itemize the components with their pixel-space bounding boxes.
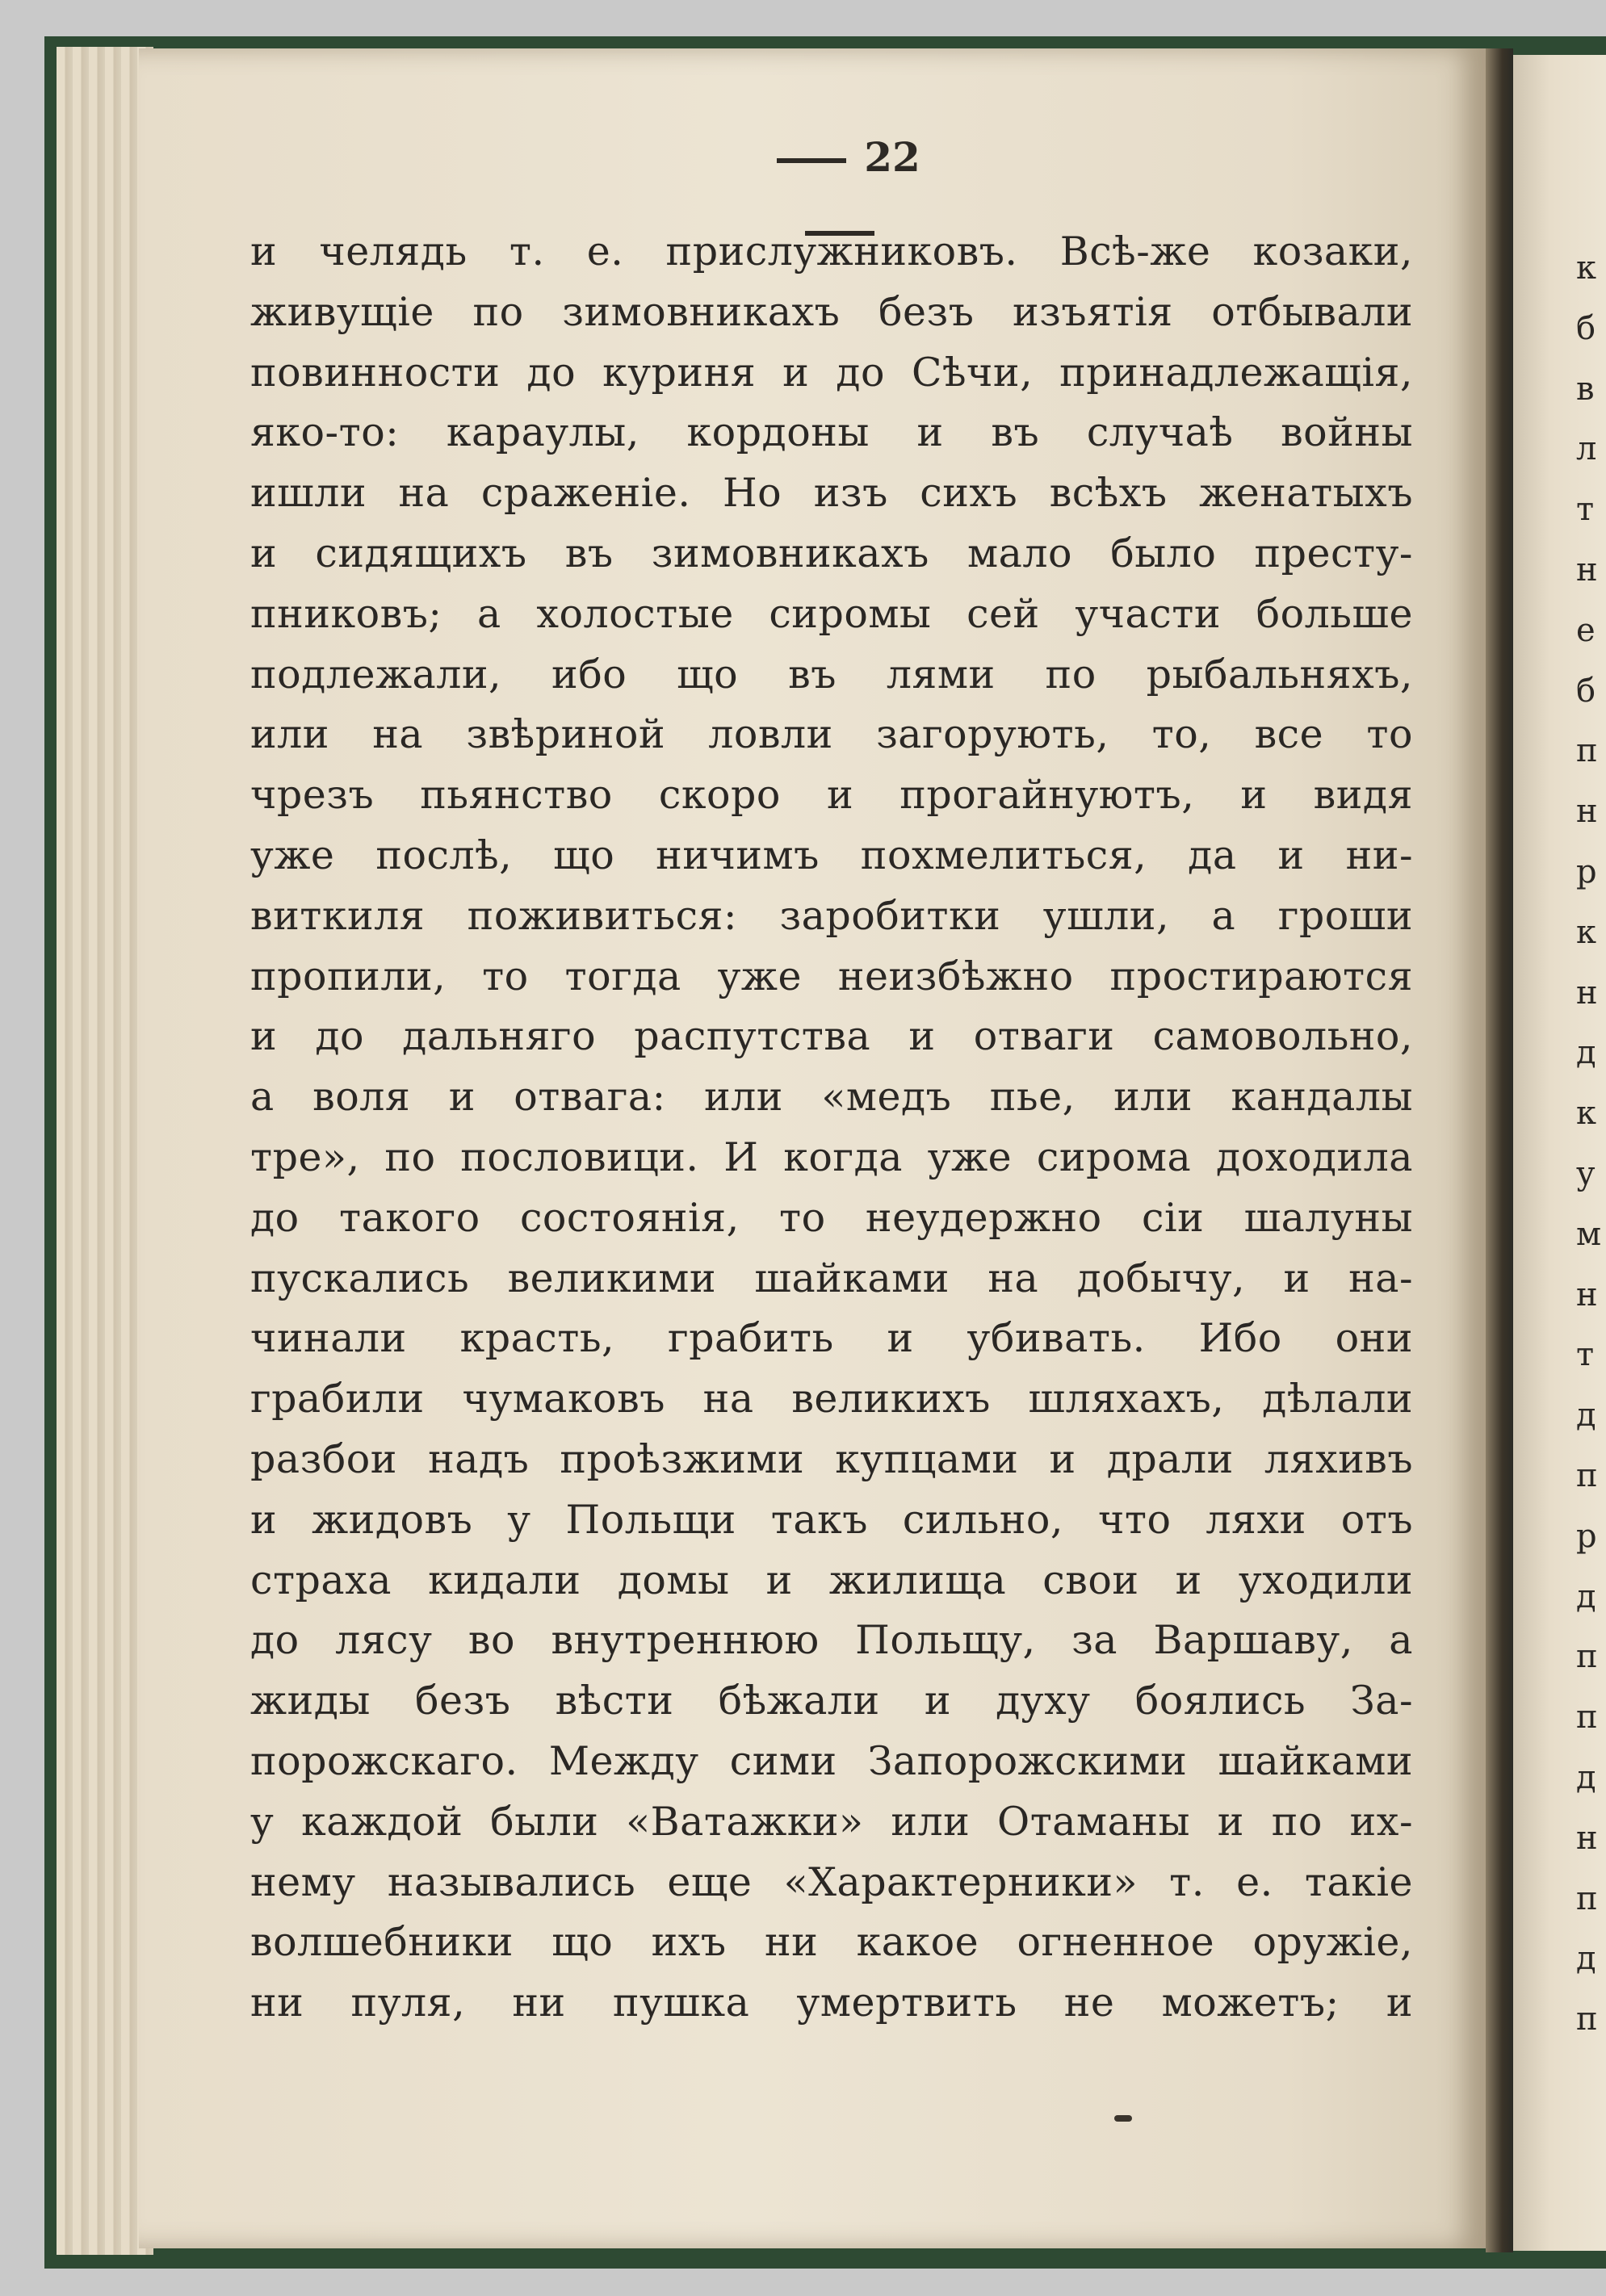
text-line: повинности до куриня и до Сѣчи, принадлежащія, <box>250 349 1413 396</box>
facing-page-letter: т <box>1576 491 1595 529</box>
page-number <box>711 121 969 194</box>
dash-left <box>777 158 846 163</box>
facing-page-letter: н <box>1576 793 1598 831</box>
text-line: тре», по пословици. И когда уже сирома доходила <box>250 1133 1413 1180</box>
facing-page-letter: п <box>1576 732 1598 770</box>
text-line: чрезъ пьянство скоро и прогайнуютъ, и видя <box>250 772 1413 819</box>
facing-page-letter: п <box>1576 1879 1598 1917</box>
text-line: пропили, то тогда уже неизбѣжно простираются <box>250 953 1413 999</box>
facing-page-letter: т <box>1576 1336 1595 1374</box>
facing-page-letter: м <box>1576 1215 1602 1253</box>
ink-speck <box>1114 2115 1132 2122</box>
text-line: до такого состоянія, то неудержно сіи шалуны <box>250 1194 1413 1241</box>
text-line: ишли на сраженіе. Но изъ сихъ всѣхъ женатыхъ <box>250 470 1413 517</box>
text-line: живущіе по зимовникахъ безъ изъятія отбывали <box>250 288 1413 335</box>
text-line: виткиля поживиться: заробитки ушли, а гроши <box>250 892 1413 939</box>
facing-page-letter: у <box>1576 1154 1596 1192</box>
text-line: и до дальняго распутства и отваги самовольно, <box>250 1013 1413 1060</box>
text-line: волшебники що ихъ ни какое огненное оружіе, <box>250 1919 1413 1966</box>
text-line: яко-то: караулы, кордоны и въ случаѣ войны <box>250 409 1413 456</box>
facing-page-letter: д <box>1576 1397 1596 1435</box>
facing-page-letter: п <box>1576 1456 1598 1494</box>
facing-page-letter: д <box>1576 1577 1596 1615</box>
facing-page-letter: к <box>1576 913 1596 951</box>
text-line: до лясу во внутреннюю Польщу, за Варшаву, а <box>250 1617 1413 1664</box>
text-line: пускались великими шайками на добычу, и на- <box>250 1255 1413 1301</box>
body-text <box>250 222 1413 2034</box>
facing-page-letter: д <box>1576 1758 1596 1796</box>
text-line: порожскаго. Между сими Запорожскими шайками <box>250 1737 1413 1784</box>
text-line: и челядь т. е. прислужниковъ. Всѣ-же козаки, <box>250 228 1413 274</box>
facing-page-letter: д <box>1576 1034 1596 1072</box>
text-line: подлежали, ибо що въ лями по рыбальняхъ, <box>250 651 1413 698</box>
facing-page-letter: н <box>1576 1819 1598 1857</box>
facing-page-letters <box>1576 238 1606 2050</box>
facing-page-letter: п <box>1576 1638 1598 1676</box>
text-line: а воля и отвага: или «медъ пье, или кандалы <box>250 1074 1413 1121</box>
facing-page-letter: п <box>1576 2001 1598 2038</box>
facing-page-letter: к <box>1576 249 1596 287</box>
facing-page-letter: р <box>1576 853 1597 890</box>
facing-page-letter: в <box>1576 370 1595 408</box>
text-line: или на звѣриной ловли загорують, то, все то <box>250 711 1413 758</box>
facing-page-letter: д <box>1576 1940 1596 1978</box>
text-line: ни пуля, ни пушка умертвить не можетъ; и <box>250 1980 1413 2026</box>
text-line: страха кидали домы и жилища свои и уходили <box>250 1557 1413 1603</box>
facing-page-letter: л <box>1576 430 1597 468</box>
text-line: и жидовъ у Польщи такъ сильно, что ляхи отъ <box>250 1496 1413 1543</box>
facing-page-letter: н <box>1576 1276 1598 1313</box>
facing-page-letter: б <box>1576 309 1596 347</box>
facing-page-letter: р <box>1576 1517 1597 1555</box>
text-line: уже послѣ, що ничимъ похмелиться, да и ни- <box>250 832 1413 878</box>
text-line: нему назывались еще «Характерники» т. е. такіе <box>250 1858 1413 1905</box>
facing-page-letter: к <box>1576 1095 1596 1133</box>
text-line: разбои надъ проѣзжими купцами и драли ляхивъ <box>250 1435 1413 1482</box>
text-line: чинали красть, грабить и убивать. Ибо они <box>250 1315 1413 1362</box>
facing-page-letter: б <box>1576 672 1596 710</box>
book-gutter <box>1486 48 1513 2252</box>
text-line: жиды безъ вѣсти бѣжали и духу боялись За- <box>250 1678 1413 1724</box>
facing-page-letter: н <box>1576 551 1598 589</box>
page-number-value: 22 <box>864 133 920 181</box>
facing-page-letter: е <box>1576 611 1596 649</box>
text-line: у каждой были «Ватажки» или Отаманы и по их- <box>250 1798 1413 1845</box>
facing-page-letter: н <box>1576 974 1598 1012</box>
text-line: пниковъ; а холостые сиромы сей участи больше <box>250 590 1413 637</box>
text-line: грабили чумаковъ на великихъ шляхахъ, дѣлали <box>250 1376 1413 1422</box>
text-line: и сидящихъ въ зимовникахъ мало было престу- <box>250 530 1413 576</box>
facing-page-letter: п <box>1576 1699 1598 1737</box>
